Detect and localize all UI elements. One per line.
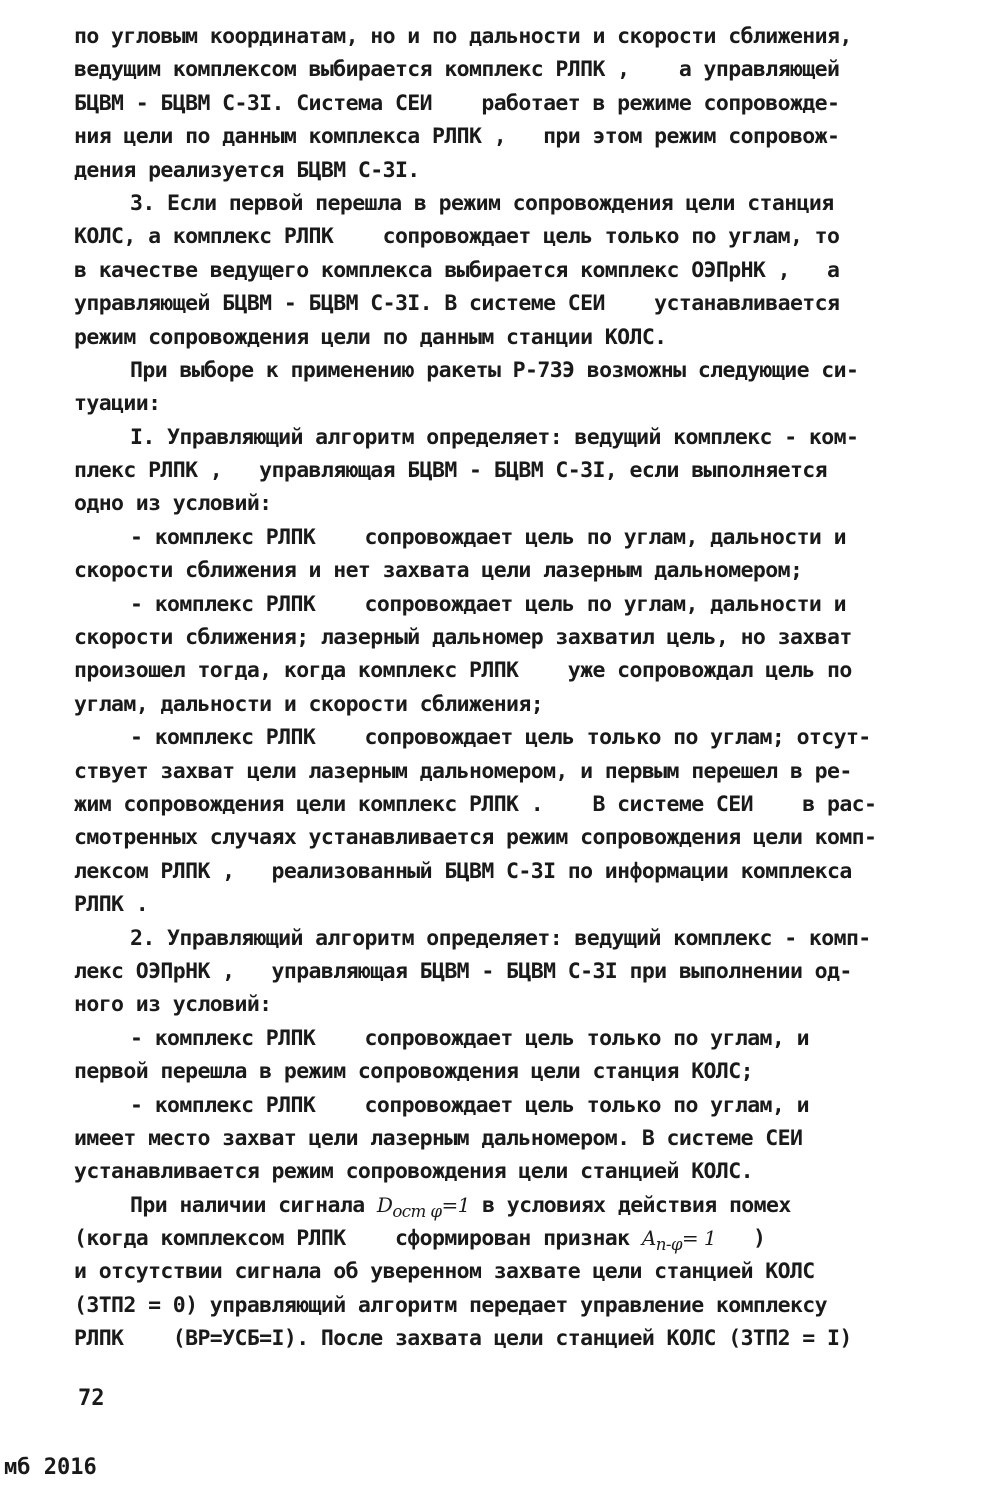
text-line bbox=[74, 1189, 944, 1222]
text-line: устанавливается режим сопровождения цели станцией КОЛС. bbox=[74, 1159, 753, 1185]
text-line: углам, дальности и скорости сближения; bbox=[74, 691, 544, 717]
text-fragment: ) bbox=[715, 1226, 766, 1252]
text-line: РЛПК . bbox=[74, 892, 149, 918]
text-line: одно из условий: bbox=[74, 491, 272, 517]
text-line: I. Управляющий алгоритм определяет: ведущий комплекс - ком- bbox=[130, 424, 859, 450]
text-fragment: При наличии сигнала bbox=[130, 1192, 377, 1218]
text-line: плекс РЛПК , управляющая БЦВМ - БЦВМ С-3I, если выполняется bbox=[74, 458, 827, 484]
text-line: ведущим комплексом выбирается комплекс РЛПК , а управляющей bbox=[74, 57, 840, 83]
footer-mark: мб 2016 bbox=[4, 1455, 97, 1480]
formula-symbol: D bbox=[376, 1192, 393, 1217]
text-line: При выборе к применению ракеты Р-73Э возможны следующие си- bbox=[130, 357, 859, 383]
text-line: скорости сближения; лазерный дальномер захватил цель, но захват bbox=[74, 625, 852, 651]
formula-equals: =1 bbox=[441, 1192, 470, 1217]
text-line: ного из условий: bbox=[74, 992, 272, 1018]
body-text bbox=[74, 20, 944, 1356]
text-line: 2. Управляющий алгоритм определяет: ведущий комплекс - комп- bbox=[130, 925, 871, 951]
text-line: ствует захват цели лазерным дальномером, и первым перешел в ре- bbox=[74, 758, 852, 784]
text-line: первой перешла в режим сопровождения цели станция КОЛС; bbox=[74, 1059, 753, 1085]
text-line: лексом РЛПК , реализованный БЦВМ С-3I по информации комплекса bbox=[74, 858, 852, 884]
text-line: туации: bbox=[74, 391, 161, 417]
formula-d-ost bbox=[376, 1192, 470, 1221]
formula-subscript: ост φ bbox=[392, 1201, 442, 1221]
text-line: - комплекс РЛПК сопровождает цель только по углам; отсут- bbox=[130, 725, 871, 751]
text-line: имеет место захват цели лазерным дальномером. В системе СЕИ bbox=[74, 1125, 803, 1151]
text-line: жим сопровождения цели комплекс РЛПК . В системе СЕИ в рас- bbox=[74, 791, 877, 817]
text-line: КОЛС, а комплекс РЛПК сопровождает цель только по углам, то bbox=[74, 224, 840, 250]
text-line: режим сопровождения цели по данным станции КОЛС. bbox=[74, 324, 667, 350]
page-number: 72 bbox=[78, 1386, 105, 1411]
text-line: РЛПК (ВР=УСБ=I). После захвата цели станцией КОЛС (ЗТП2 = I) bbox=[74, 1326, 852, 1352]
text-line: скорости сближения и нет захвата цели лазерным дальномером; bbox=[74, 558, 803, 584]
text-line: смотренных случаях устанавливается режим сопровождения цели комп- bbox=[74, 825, 877, 851]
formula-equals: = 1 bbox=[681, 1226, 716, 1251]
text-line: дения реализуется БЦВМ С-3I. bbox=[74, 157, 420, 183]
text-line: лекс ОЭПрНК , управляющая БЦВМ - БЦВМ С-3I при выполнении од- bbox=[74, 958, 852, 984]
text-line: 3. Если первой перешла в режим сопровождения цели станция bbox=[130, 190, 834, 216]
formula-symbol: A bbox=[641, 1226, 656, 1251]
text-line: в качестве ведущего комплекса выбирается комплекс ОЭПрНК , а bbox=[74, 257, 840, 283]
text-fragment: (когда комплексом РЛПК сформирован признак bbox=[74, 1226, 642, 1252]
text-line: ния цели по данным комплекса РЛПК , при этом режим сопровож- bbox=[74, 124, 840, 150]
text-line: и отсутствии сигнала об уверенном захвате цели станцией КОЛС bbox=[74, 1259, 815, 1285]
text-line: - комплекс РЛПК сопровождает цель только по углам, и bbox=[130, 1092, 809, 1118]
formula-subscript: п-φ bbox=[655, 1235, 682, 1255]
formula-a-p bbox=[641, 1226, 716, 1255]
text-line: (ЗТП2 = 0) управляющий алгоритм передает управление комплексу bbox=[74, 1292, 827, 1318]
text-fragment: в условиях действия помех bbox=[469, 1192, 791, 1218]
text-line: - комплекс РЛПК сопровождает цель по углам, дальности и bbox=[130, 591, 846, 617]
text-line: управляющей БЦВМ - БЦВМ С-3I. В системе СЕИ устанавливается bbox=[74, 291, 840, 317]
text-line: произошел тогда, когда комплекс РЛПК уже сопровождал цель по bbox=[74, 658, 852, 684]
text-line: - комплекс РЛПК сопровождает цель только по углам, и bbox=[130, 1025, 809, 1051]
text-line: по угловым координатам, но и по дальности и скорости сближения, bbox=[74, 24, 852, 49]
text-line: БЦВМ - БЦВМ С-3I. Система СЕИ работает в режиме сопровожде- bbox=[74, 90, 840, 116]
text-line bbox=[74, 1222, 944, 1255]
text-line: - комплекс РЛПК сопровождает цель по углам, дальности и bbox=[130, 524, 846, 550]
